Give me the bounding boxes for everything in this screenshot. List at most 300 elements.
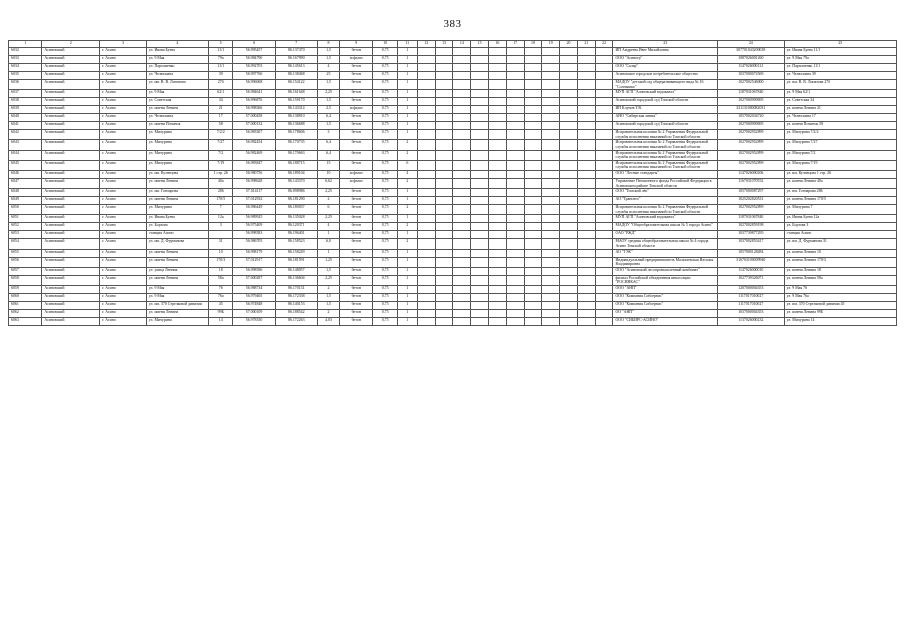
table-cell: г. Асино [100,64,147,72]
table-cell: 34 [209,98,233,106]
table-cell [453,140,471,150]
table-cell: МУП АГП "Асиновский водоканал" [613,90,717,98]
table-cell [506,122,524,130]
table-cell: АНО "Сибирская линия" [613,114,717,122]
column-number: 11 [397,41,417,48]
table-cell: 86.143370 [275,178,317,188]
table-cell [471,140,489,150]
table-cell: 0,75 [373,98,397,106]
table-cell [417,189,435,197]
table-cell [471,257,489,267]
table-cell: 6041 [9,122,42,130]
table-cell [417,249,435,257]
table-cell [560,178,578,188]
table-cell [524,90,542,98]
table-cell: бетон [340,205,373,215]
table-cell: ул. им. Кузнецова [146,170,208,178]
table-cell: ул. 9 Мая [146,56,208,64]
table-cell: Асиновский [42,90,100,98]
table-cell [524,317,542,325]
table-cell [471,317,489,325]
table-cell: ООО "Лесные стандарты" [613,170,717,178]
table-cell: ул. Мичурина [146,317,208,325]
table-cell: 86.181591 [275,257,317,267]
table-cell: 2 [397,205,417,215]
table-cell: 0,75 [373,223,397,231]
table-cell: 1117017010027 [717,301,784,309]
table-cell: 0,75 [373,106,397,114]
table-cell: 0,75 [373,205,397,215]
table-cell: ул. имени Ленина [146,275,208,285]
table-cell: г. Асино [100,309,147,317]
table-cell [435,205,453,215]
table-cell: 10 [317,170,339,178]
table-cell [542,267,560,275]
table-cell: 15 [317,160,339,170]
table-cell: ул. имени Ленина 170/5 [784,197,896,205]
table-cell: Асиновский [42,239,100,249]
table-cell: 57.000287 [233,275,275,285]
table-cell [506,215,524,223]
table-cell: Асиновский [42,98,100,106]
table-cell: ул. Мичурина [146,205,208,215]
table-cell [417,48,435,56]
column-number-row [9,41,897,48]
table-cell: 0,75 [373,90,397,98]
table-row [9,170,897,178]
table-cell [506,170,524,178]
table-cell: г. Асино [100,106,147,114]
table-cell [471,239,489,249]
table-cell: 1117017010027 [717,293,784,301]
table-cell [595,170,613,178]
table-cell: 0,75 [373,275,397,285]
table-cell: бетон [340,267,373,275]
table-cell [453,285,471,293]
table-cell [453,189,471,197]
table-cell [577,150,595,160]
table-cell [471,72,489,80]
table-cell: 86.189104 [275,170,317,178]
table-cell [489,64,507,72]
table-cell: г. Асино [100,72,147,80]
table-row [9,80,897,90]
table-cell [595,231,613,239]
table-cell: ООО "Компания Сибсервис" [613,293,717,301]
table-cell [595,205,613,215]
table-cell [577,223,595,231]
table-cell: 6039 [9,106,42,114]
table-cell: 1 стр. 26 [209,170,233,178]
table-cell [542,122,560,130]
table-cell [560,301,578,309]
table-cell: 3 [209,223,233,231]
table-cell [577,215,595,223]
table-cell [417,275,435,285]
table-cell [577,189,595,197]
table-cell [542,197,560,205]
table-cell [542,205,560,215]
table-cell [489,56,507,64]
table-cell: 1 [397,197,417,205]
table-cell: 1,5 [317,98,339,106]
table-cell: 56.984790 [233,56,275,64]
table-cell: 1 [397,189,417,197]
table-cell [453,98,471,106]
table-row [9,249,897,257]
table-cell: ул. имени Ленина [146,106,208,114]
column-number: 14 [453,41,471,48]
table-cell: ул. Ивана Буева 11/1 [784,48,896,56]
table-cell: 56.980756 [233,170,275,178]
table-cell [524,257,542,267]
table-cell: 11/1 [209,64,233,72]
column-number: 8 [317,41,339,48]
table-cell: ул. им. Кузнецова 1 стр. 26 [784,170,896,178]
table-cell [453,106,471,114]
table-cell: 1,5 [317,80,339,90]
table-row [9,48,897,56]
table-cell [542,309,560,317]
table-cell [506,48,524,56]
table-cell: 1027002952899 [717,205,784,215]
table-cell: 56.974848 [233,301,275,309]
table-cell [489,205,507,215]
table-cell: 4,03 [317,317,339,325]
table-cell: 57.000458 [233,114,275,122]
table-cell: ул. Мичурина 7/19 [784,160,896,170]
table-cell [471,231,489,239]
column-number: 3 [100,41,147,48]
table-cell: 1,5 [317,293,339,301]
table-cell: 57.014117 [233,189,275,197]
table-cell: 6052 [9,223,42,231]
table-cell [595,309,613,317]
table-cell [524,140,542,150]
table-cell: 76а [209,293,233,301]
table-cell: г. Асино [100,285,147,293]
table-cell: 0,75 [373,309,397,317]
table-cell: ул. Пархоменко 11/1 [784,64,896,72]
table-cell: 6032 [9,48,42,56]
table-cell: 1 [397,275,417,285]
table-row [9,98,897,106]
table-cell [542,231,560,239]
table-row [9,223,897,231]
table-cell: ул. Мичурина 7/2/2 [784,130,896,140]
table-cell: 56.998366 [233,106,275,114]
table-cell: бетон [340,90,373,98]
table-row [9,275,897,285]
table-cell [595,114,613,122]
table-cell: 56.998396 [233,267,275,275]
table-cell: бетон [340,301,373,309]
table-cell [595,285,613,293]
table-cell [524,130,542,140]
column-number: 18 [524,41,542,48]
table-cell: 6058 [9,275,42,285]
table-cell [453,267,471,275]
table-cell [577,170,595,178]
table-cell: 6,4 [317,114,339,122]
table-cell [471,178,489,188]
table-cell [489,150,507,160]
table-cell [435,293,453,301]
table-cell: 1 [397,56,417,64]
table-cell: 86.120371 [275,223,317,231]
table-cell [595,56,613,64]
column-number: 15 [471,41,489,48]
table-cell: ул. Челюскина [146,72,208,80]
table-row [9,197,897,205]
table-cell [577,257,595,267]
table-cell [471,122,489,130]
column-number: 22 [595,41,613,48]
table-cell [435,301,453,309]
table-cell: 86.167990 [275,56,317,64]
table-cell [595,178,613,188]
table-cell [506,249,524,257]
table-cell: Исправительная колония № 2 Управления Федеральной службы исполнения наказаний по Томской области [613,140,717,150]
table-cell: Асиновский [42,189,100,197]
table-cell [595,249,613,257]
table-cell [435,267,453,275]
table-cell [489,317,507,325]
table-cell [453,197,471,205]
table-cell [577,317,595,325]
table-cell: ул. Мичурина [146,130,208,140]
table-cell [489,249,507,257]
table-cell: Асиновский [42,140,100,150]
table-cell [595,130,613,140]
table-cell: 56.979465 [233,293,275,301]
table-cell: 56.986705 [233,239,275,249]
table-cell: ул. имени Ленина [146,257,208,267]
table-cell: 57.000132 [233,122,275,130]
table-cell: бетон [340,72,373,80]
table-cell [595,72,613,80]
table-cell: ул. имени Ленина [146,249,208,257]
table-cell: 1 [397,257,417,267]
table-cell: г. Асино [100,317,147,325]
table-cell: Исправительная колония № 2 Управления Федеральной службы исполнения наказаний по Томской области [613,130,717,140]
table-cell [435,170,453,178]
table-cell: ООО "АНП" [613,285,717,293]
table-row [9,215,897,223]
table-cell: г. Асино [100,122,147,130]
table-cell: 86.136688 [275,122,317,130]
table-cell: 56.983847 [233,160,275,170]
table-cell: Асиновский [42,285,100,293]
table-cell [577,56,595,64]
table-cell [595,48,613,56]
column-number: 2 [42,41,100,48]
table-row [9,293,897,301]
table-cell [542,178,560,188]
table-cell: 56.982454 [233,140,275,150]
table-cell [560,72,578,80]
table-cell [453,309,471,317]
table-cell: 56.978350 [233,317,275,325]
table-cell: 58а [209,275,233,285]
table-cell: 6056 [9,257,42,267]
table-cell [453,160,471,170]
table-cell [595,106,613,114]
table-cell [506,293,524,301]
table-cell: ул. имени Ленина 170/3 [784,257,896,267]
table-cell: 1027000909695 [717,98,784,106]
column-number: 7 [275,41,317,48]
table-cell: г. Асино [100,130,147,140]
table-cell [435,231,453,239]
table-cell: АО "ТЭК" [613,249,717,257]
table-cell [542,317,560,325]
table-cell [471,293,489,301]
table-cell: 56.998179 [233,249,275,257]
table-cell: бетон [340,293,373,301]
table-cell: 12а [209,215,233,223]
table-cell: ул. Мичурина [146,140,208,150]
table-cell [560,215,578,223]
table-row [9,309,897,317]
table-cell: 6048 [9,189,42,197]
table-cell [542,150,560,160]
table-body [9,48,897,326]
table-cell [453,150,471,160]
table-cell: 86.188715 [275,160,317,170]
table-cell: бетон [340,114,373,122]
table-cell: ул. имени Починок 58 [784,122,896,130]
table-cell: 1027000909695 [717,122,784,130]
table-cell [595,80,613,90]
column-number: 20 [560,41,578,48]
table-cell [471,197,489,205]
table-cell [524,205,542,215]
table-cell: 6043 [9,140,42,150]
table-cell: 2 [397,140,417,150]
table-cell: г. Асино [100,249,147,257]
table-cell: ул. Мичурина 7 [784,205,896,215]
table-row [9,189,897,197]
table-cell: 99Б [209,309,233,317]
table-cell: 6045 [9,160,42,170]
table-cell [453,90,471,98]
table-cell [489,90,507,98]
table-cell [542,114,560,122]
table-cell [524,80,542,90]
table-row [9,114,897,122]
table-cell [595,197,613,205]
table-cell: 0,75 [373,257,397,267]
table-cell: бетон [340,215,373,223]
table-cell: Асиновский [42,257,100,267]
table-row [9,285,897,293]
table-cell: 1,5 [317,48,339,56]
table-cell [595,150,613,160]
table-cell [489,301,507,309]
table-cell: Индивидуальный предприниматель Малахаевская Наталья Владимировна [613,257,717,267]
table-row [9,130,897,140]
table-cell: ул. 9 Мая [146,90,208,98]
table-cell [560,160,578,170]
table-cell: 1 [397,122,417,130]
table-cell: ул. 9 Мая [146,285,208,293]
table-cell: 7/27 [209,140,233,150]
table-cell [417,72,435,80]
table-cell: г. Асино [100,215,147,223]
table-cell: 18 [209,267,233,275]
table-cell: 0,75 [373,160,397,170]
table-cell: 0,75 [373,80,397,90]
table-cell: 1 [397,317,417,325]
table-cell: ул. Советская 34 [784,98,896,106]
table-cell: ул. имени Ленина 40а [784,178,896,188]
table-cell: ООО "Асиногр" [613,56,717,64]
table-cell: 1 [397,249,417,257]
table-cell [453,231,471,239]
table-cell [524,106,542,114]
table-cell [506,140,524,150]
table-cell: 1 [317,249,339,257]
table-cell [595,140,613,150]
table-cell: 1027002859198 [717,223,784,231]
column-number: 23 [613,41,717,48]
table-cell [453,239,471,249]
table-cell [506,239,524,249]
table-cell: бетон [340,150,373,160]
table-cell [560,267,578,275]
table-cell [417,150,435,160]
table-cell: 6037 [9,90,42,98]
table-cell: 0,75 [373,122,397,130]
table-cell [489,48,507,56]
table-cell [489,285,507,293]
column-number: 13 [435,41,453,48]
table-cell [417,205,435,215]
table-cell: 6033 [9,56,42,64]
table-cell [560,122,578,130]
table-cell: бетон [340,189,373,197]
table-cell: 6053 [9,231,42,239]
table-cell: 6057 [9,267,42,275]
table-cell [506,301,524,309]
table-cell: ул. имени Ленина 10 [784,249,896,257]
table-cell: ул. Ивана Буева [146,48,208,56]
table-cell: ул. имени Починок [146,122,208,130]
table-cell: Асиновский [42,72,100,80]
table-cell: 1037000074569 [717,72,784,80]
table-cell: г. Асино [100,239,147,249]
table-cell [489,80,507,90]
column-number: 24 [717,41,784,48]
table-cell: бетон [340,98,373,106]
table-cell [542,239,560,249]
table-cell [489,197,507,205]
table-cell: ООО "Компания Сибсервис" [613,301,717,309]
table-cell: 6047 [9,178,42,188]
table-cell: 6035 [9,72,42,80]
column-number: 16 [489,41,507,48]
table-cell [453,275,471,285]
table-cell [524,178,542,188]
table-cell: ул. им. Гончарова [146,189,208,197]
table-cell: Асиновский [42,64,100,72]
table-cell: 1057000087297 [717,189,784,197]
table-cell [560,205,578,215]
table-cell: 57.000109 [233,309,275,317]
data-sheet [8,40,897,326]
table-cell: бетон [340,80,373,90]
